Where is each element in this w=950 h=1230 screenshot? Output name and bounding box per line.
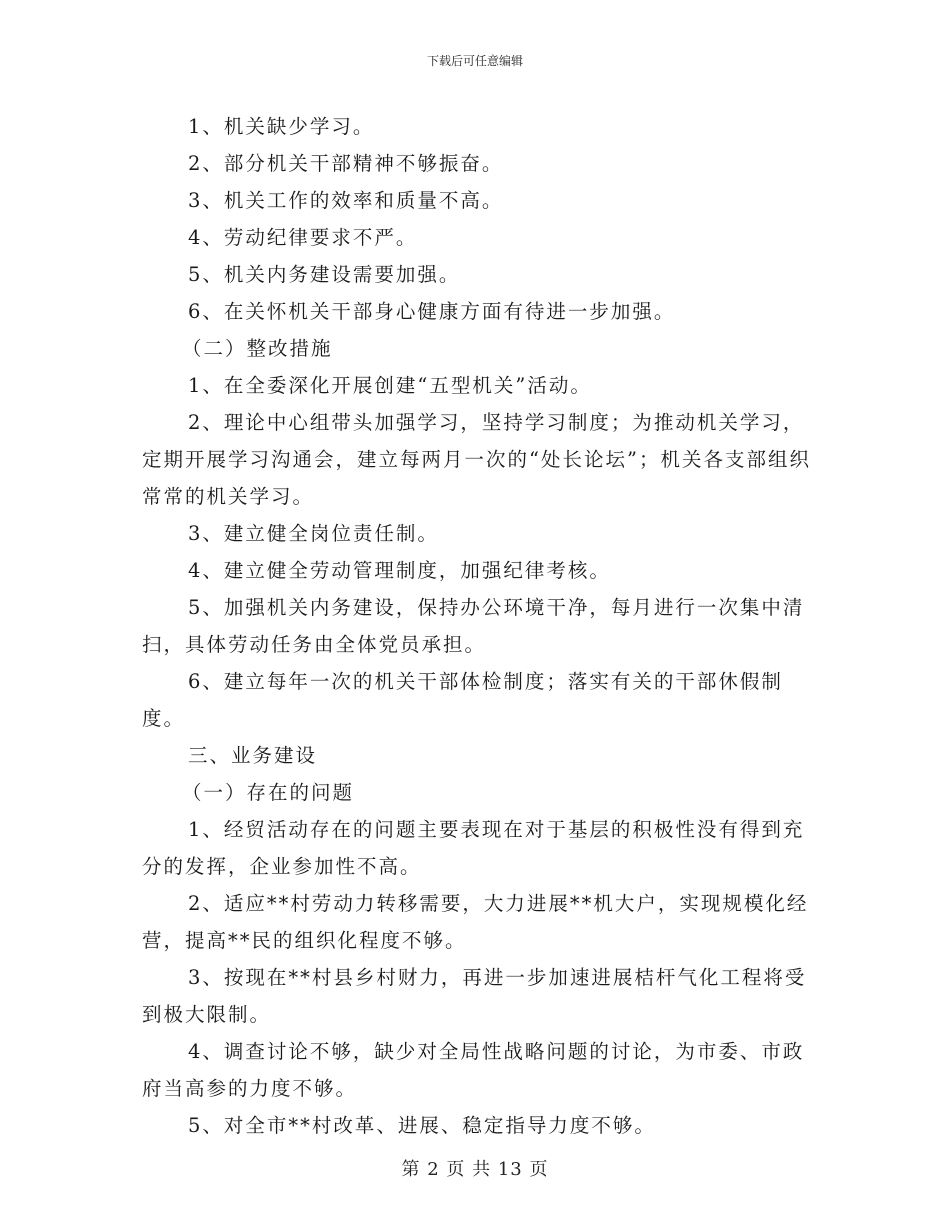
paragraph: 6、在关怀机关干部身心健康方面有待进一步加强。 [188, 300, 676, 323]
paragraph: 1、机关缺少学习。 [188, 115, 375, 138]
subsection-heading: （一）存在的问题 [182, 781, 355, 804]
page-number: 第 2 页 共 13 页 [401, 1159, 549, 1180]
document-body [142, 108, 822, 1144]
page-header: 下载后可任意编辑 [426, 54, 523, 68]
section-heading: （二）整改措施 [182, 337, 333, 360]
paragraph: 2、适应**村劳动力转移需要，大力进展**机大户，实现规模化经营，提高**民的组织化程度不够。 [142, 892, 809, 952]
paragraph: 4、建立健全劳动管理制度，加强纪律考核。 [188, 559, 611, 582]
paragraph: 5、对全市**村改革、进展、稳定指导力度不够。 [188, 1114, 656, 1137]
paragraph: 2、部分机关干部精神不够振奋。 [188, 152, 504, 175]
paragraph: 1、经贸活动存在的问题主要表现在对于基层的积极性没有得到充分的发挥，企业参加性不高。 [142, 818, 805, 878]
paragraph: 4、调查讨论不够，缺少对全局性战略问题的讨论，为市委、市政府当高参的力度不够。 [142, 1040, 805, 1100]
paragraph: 3、建立健全岗位责任制。 [188, 522, 439, 545]
paragraph: 2、理论中心组带头加强学习，坚持学习制度；为推动机关学习，定期开展学习沟通会，建立每两月一次的“处长论坛”；机关各支部组织常常的机关学习。 [142, 411, 811, 508]
paragraph: 3、机关工作的效率和质量不高。 [188, 189, 504, 212]
paragraph: 6、建立每年一次的机关干部体检制度；落实有关的干部休假制度。 [142, 670, 783, 730]
paragraph: 1、在全委深化开展创建“五型机关”活动。 [188, 374, 592, 397]
paragraph: 4、劳动纪律要求不严。 [188, 226, 418, 249]
paragraph: 3、按现在**村县乡村财力，再进一步加速进展桔杆气化工程将受到极大限制。 [142, 966, 807, 1026]
section-heading: 三、业务建设 [188, 744, 318, 767]
paragraph: 5、加强机关内务建设，保持办公环境干净，每月进行一次集中清扫，具体劳动任务由全体党员承担。 [142, 596, 805, 656]
paragraph: 5、机关内务建设需要加强。 [188, 263, 461, 286]
